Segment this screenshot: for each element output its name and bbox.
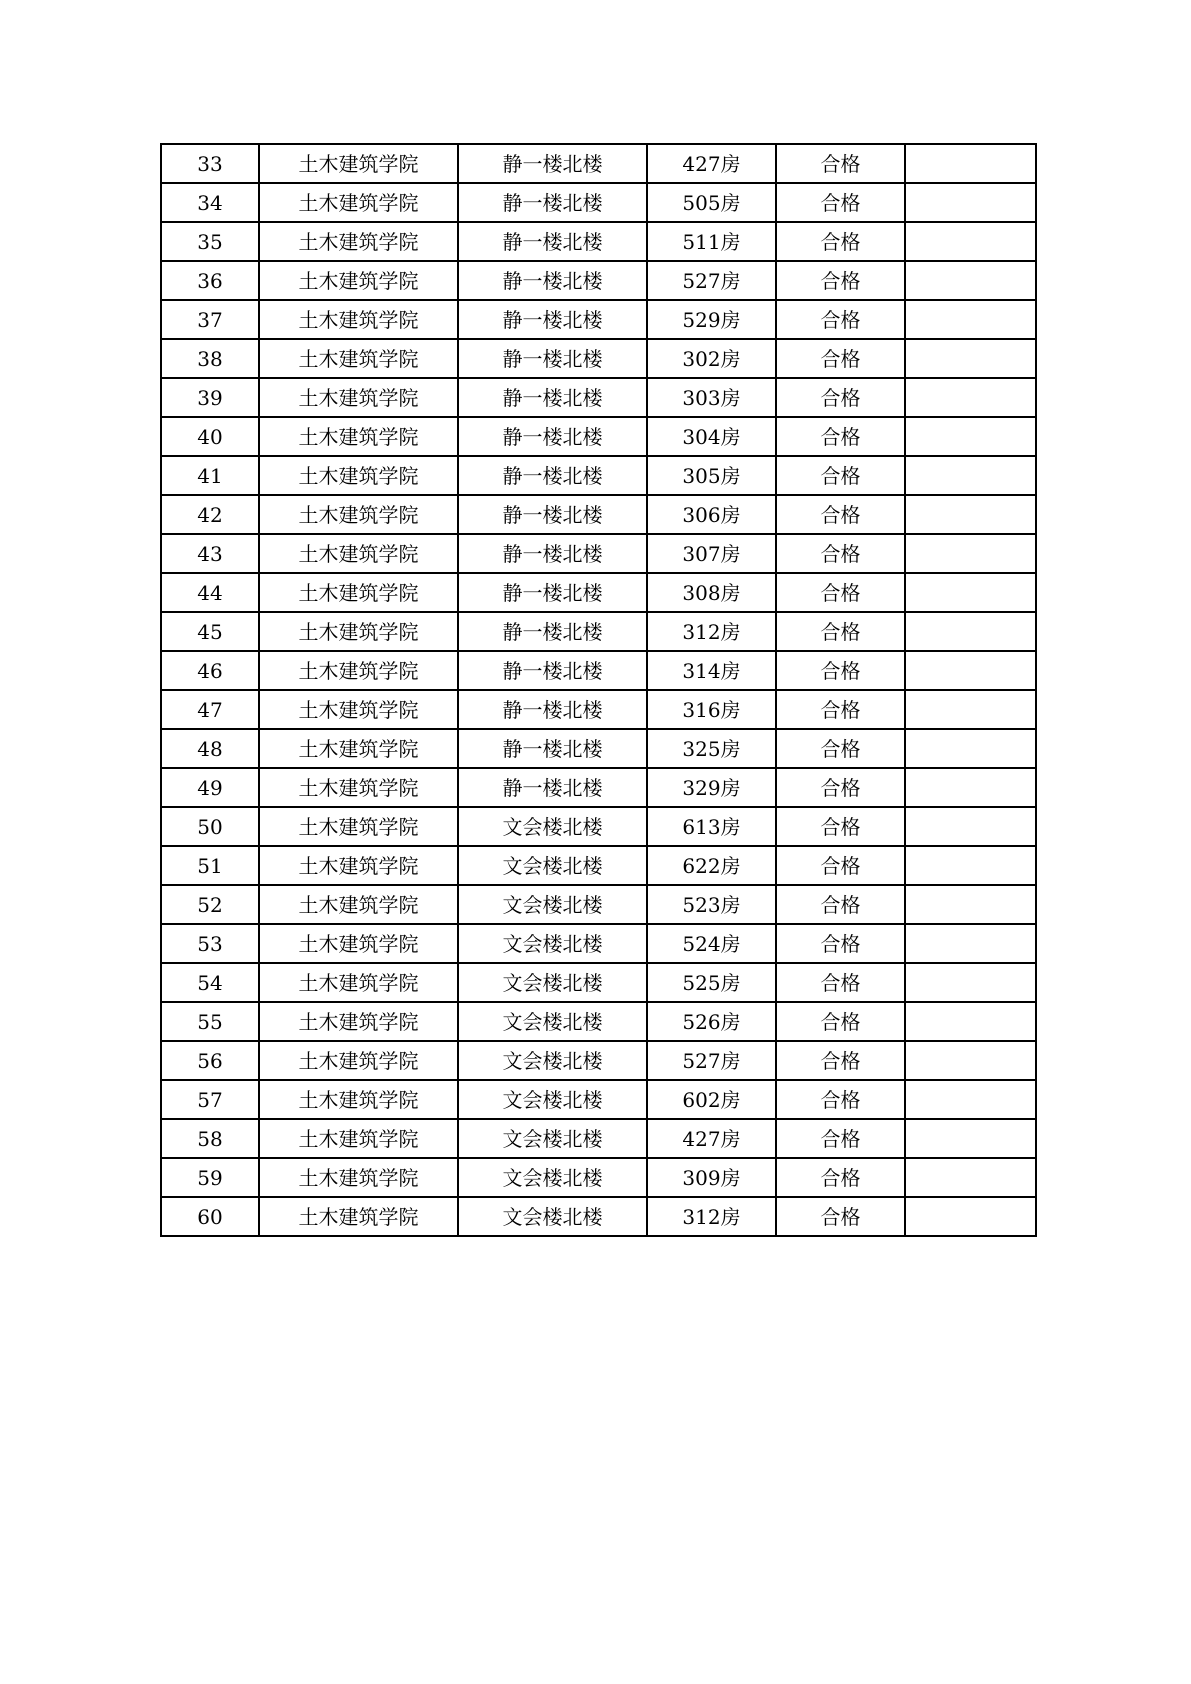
- building-cell: 静一楼北楼: [458, 456, 647, 495]
- college-cell: 土木建筑学院: [259, 846, 458, 885]
- row-number-cell: 54: [161, 963, 259, 1002]
- row-number-cell: 49: [161, 768, 259, 807]
- row-number-cell: 50: [161, 807, 259, 846]
- note-cell: [905, 690, 1036, 729]
- building-cell: 文会楼北楼: [458, 1041, 647, 1080]
- result-cell: 合格: [776, 222, 905, 261]
- result-cell: 合格: [776, 807, 905, 846]
- note-cell: [905, 144, 1036, 183]
- result-cell: 合格: [776, 339, 905, 378]
- table-row: [161, 456, 1036, 495]
- building-cell: 静一楼北楼: [458, 144, 647, 183]
- building-cell: 静一楼北楼: [458, 573, 647, 612]
- note-cell: [905, 183, 1036, 222]
- building-cell: 静一楼北楼: [458, 300, 647, 339]
- college-cell: 土木建筑学院: [259, 885, 458, 924]
- result-cell: 合格: [776, 690, 905, 729]
- row-number-cell: 43: [161, 534, 259, 573]
- result-cell: 合格: [776, 1080, 905, 1119]
- table-row: [161, 846, 1036, 885]
- college-cell: 土木建筑学院: [259, 807, 458, 846]
- building-cell: 文会楼北楼: [458, 885, 647, 924]
- note-cell: [905, 924, 1036, 963]
- college-cell: 土木建筑学院: [259, 690, 458, 729]
- room-cell: 303房: [647, 378, 776, 417]
- result-cell: 合格: [776, 885, 905, 924]
- table-row: [161, 573, 1036, 612]
- table-row: [161, 339, 1036, 378]
- college-cell: 土木建筑学院: [259, 573, 458, 612]
- building-cell: 静一楼北楼: [458, 690, 647, 729]
- table-row: [161, 1002, 1036, 1041]
- result-cell: 合格: [776, 417, 905, 456]
- building-cell: 静一楼北楼: [458, 417, 647, 456]
- building-cell: 静一楼北楼: [458, 729, 647, 768]
- room-cell: 602房: [647, 1080, 776, 1119]
- college-cell: 土木建筑学院: [259, 1041, 458, 1080]
- room-cell: 529房: [647, 300, 776, 339]
- result-cell: 合格: [776, 378, 905, 417]
- note-cell: [905, 222, 1036, 261]
- row-number-cell: 38: [161, 339, 259, 378]
- table-row: [161, 885, 1036, 924]
- building-cell: 静一楼北楼: [458, 495, 647, 534]
- table-row: [161, 1158, 1036, 1197]
- row-number-cell: 45: [161, 612, 259, 651]
- table-row: [161, 300, 1036, 339]
- note-cell: [905, 729, 1036, 768]
- result-cell: 合格: [776, 456, 905, 495]
- room-cell: 427房: [647, 1119, 776, 1158]
- result-cell: 合格: [776, 1002, 905, 1041]
- row-number-cell: 39: [161, 378, 259, 417]
- table-row: [161, 1041, 1036, 1080]
- college-cell: 土木建筑学院: [259, 729, 458, 768]
- room-cell: 525房: [647, 963, 776, 1002]
- result-cell: 合格: [776, 573, 905, 612]
- college-cell: 土木建筑学院: [259, 1002, 458, 1041]
- row-number-cell: 34: [161, 183, 259, 222]
- college-cell: 土木建筑学院: [259, 222, 458, 261]
- result-cell: 合格: [776, 144, 905, 183]
- note-cell: [905, 1080, 1036, 1119]
- note-cell: [905, 300, 1036, 339]
- row-number-cell: 47: [161, 690, 259, 729]
- college-cell: 土木建筑学院: [259, 612, 458, 651]
- room-cell: 305房: [647, 456, 776, 495]
- building-cell: 静一楼北楼: [458, 378, 647, 417]
- room-cell: 613房: [647, 807, 776, 846]
- row-number-cell: 37: [161, 300, 259, 339]
- row-number-cell: 53: [161, 924, 259, 963]
- table-row: [161, 534, 1036, 573]
- row-number-cell: 55: [161, 1002, 259, 1041]
- result-cell: 合格: [776, 183, 905, 222]
- building-cell: 文会楼北楼: [458, 924, 647, 963]
- row-number-cell: 57: [161, 1080, 259, 1119]
- row-number-cell: 59: [161, 1158, 259, 1197]
- table-row: [161, 768, 1036, 807]
- college-cell: 土木建筑学院: [259, 651, 458, 690]
- table-row: [161, 1119, 1036, 1158]
- result-cell: 合格: [776, 846, 905, 885]
- result-cell: 合格: [776, 300, 905, 339]
- row-number-cell: 51: [161, 846, 259, 885]
- building-cell: 静一楼北楼: [458, 612, 647, 651]
- room-cell: 527房: [647, 1041, 776, 1080]
- building-cell: 静一楼北楼: [458, 768, 647, 807]
- table-row: [161, 183, 1036, 222]
- note-cell: [905, 378, 1036, 417]
- building-cell: 文会楼北楼: [458, 807, 647, 846]
- note-cell: [905, 1158, 1036, 1197]
- building-cell: 静一楼北楼: [458, 261, 647, 300]
- college-cell: 土木建筑学院: [259, 417, 458, 456]
- row-number-cell: 40: [161, 417, 259, 456]
- note-cell: [905, 1197, 1036, 1236]
- building-cell: 静一楼北楼: [458, 534, 647, 573]
- college-cell: 土木建筑学院: [259, 378, 458, 417]
- room-cell: 308房: [647, 573, 776, 612]
- table-row: [161, 495, 1036, 534]
- table-row: [161, 612, 1036, 651]
- college-cell: 土木建筑学院: [259, 1119, 458, 1158]
- room-cell: 325房: [647, 729, 776, 768]
- note-cell: [905, 1002, 1036, 1041]
- note-cell: [905, 651, 1036, 690]
- result-cell: 合格: [776, 1158, 905, 1197]
- note-cell: [905, 456, 1036, 495]
- row-number-cell: 35: [161, 222, 259, 261]
- room-cell: 505房: [647, 183, 776, 222]
- room-cell: 527房: [647, 261, 776, 300]
- college-cell: 土木建筑学院: [259, 339, 458, 378]
- note-cell: [905, 573, 1036, 612]
- building-cell: 文会楼北楼: [458, 1080, 647, 1119]
- college-cell: 土木建筑学院: [259, 300, 458, 339]
- note-cell: [905, 807, 1036, 846]
- room-cell: 304房: [647, 417, 776, 456]
- result-cell: 合格: [776, 1119, 905, 1158]
- building-cell: 文会楼北楼: [458, 1119, 647, 1158]
- room-cell: 523房: [647, 885, 776, 924]
- college-cell: 土木建筑学院: [259, 924, 458, 963]
- table-row: [161, 690, 1036, 729]
- result-cell: 合格: [776, 1197, 905, 1236]
- table-row: [161, 1197, 1036, 1236]
- table-row: [161, 144, 1036, 183]
- building-cell: 静一楼北楼: [458, 222, 647, 261]
- note-cell: [905, 417, 1036, 456]
- note-cell: [905, 534, 1036, 573]
- table-row: [161, 261, 1036, 300]
- table-row: [161, 729, 1036, 768]
- result-cell: 合格: [776, 651, 905, 690]
- room-cell: 526房: [647, 1002, 776, 1041]
- table-row: [161, 651, 1036, 690]
- table-row: [161, 417, 1036, 456]
- college-cell: 土木建筑学院: [259, 1158, 458, 1197]
- table-row: [161, 1080, 1036, 1119]
- college-cell: 土木建筑学院: [259, 1197, 458, 1236]
- college-cell: 土木建筑学院: [259, 456, 458, 495]
- row-number-cell: 60: [161, 1197, 259, 1236]
- table-row: [161, 963, 1036, 1002]
- room-cell: 511房: [647, 222, 776, 261]
- room-cell: 307房: [647, 534, 776, 573]
- table-row: [161, 924, 1036, 963]
- result-cell: 合格: [776, 768, 905, 807]
- note-cell: [905, 495, 1036, 534]
- building-cell: 文会楼北楼: [458, 846, 647, 885]
- college-cell: 土木建筑学院: [259, 495, 458, 534]
- college-cell: 土木建筑学院: [259, 261, 458, 300]
- building-cell: 静一楼北楼: [458, 339, 647, 378]
- result-cell: 合格: [776, 612, 905, 651]
- building-cell: 文会楼北楼: [458, 963, 647, 1002]
- room-cell: 312房: [647, 1197, 776, 1236]
- note-cell: [905, 339, 1036, 378]
- table-row: [161, 222, 1036, 261]
- college-cell: 土木建筑学院: [259, 144, 458, 183]
- building-cell: 文会楼北楼: [458, 1158, 647, 1197]
- note-cell: [905, 846, 1036, 885]
- building-cell: 文会楼北楼: [458, 1197, 647, 1236]
- row-number-cell: 33: [161, 144, 259, 183]
- room-cell: 306房: [647, 495, 776, 534]
- table-body: [161, 144, 1036, 1236]
- note-cell: [905, 1119, 1036, 1158]
- note-cell: [905, 768, 1036, 807]
- result-cell: 合格: [776, 261, 905, 300]
- row-number-cell: 56: [161, 1041, 259, 1080]
- room-cell: 312房: [647, 612, 776, 651]
- building-cell: 文会楼北楼: [458, 1002, 647, 1041]
- room-cell: 524房: [647, 924, 776, 963]
- row-number-cell: 48: [161, 729, 259, 768]
- college-cell: 土木建筑学院: [259, 768, 458, 807]
- building-cell: 静一楼北楼: [458, 183, 647, 222]
- result-cell: 合格: [776, 924, 905, 963]
- table-row: [161, 807, 1036, 846]
- note-cell: [905, 612, 1036, 651]
- room-cell: 302房: [647, 339, 776, 378]
- row-number-cell: 42: [161, 495, 259, 534]
- room-cell: 329房: [647, 768, 776, 807]
- room-cell: 314房: [647, 651, 776, 690]
- row-number-cell: 52: [161, 885, 259, 924]
- note-cell: [905, 963, 1036, 1002]
- table-row: [161, 378, 1036, 417]
- result-cell: 合格: [776, 729, 905, 768]
- note-cell: [905, 1041, 1036, 1080]
- row-number-cell: 41: [161, 456, 259, 495]
- result-cell: 合格: [776, 1041, 905, 1080]
- inspection-table: [160, 143, 1037, 1237]
- row-number-cell: 58: [161, 1119, 259, 1158]
- room-cell: 309房: [647, 1158, 776, 1197]
- college-cell: 土木建筑学院: [259, 183, 458, 222]
- note-cell: [905, 885, 1036, 924]
- college-cell: 土木建筑学院: [259, 963, 458, 1002]
- result-cell: 合格: [776, 495, 905, 534]
- note-cell: [905, 261, 1036, 300]
- room-cell: 622房: [647, 846, 776, 885]
- college-cell: 土木建筑学院: [259, 534, 458, 573]
- result-cell: 合格: [776, 963, 905, 1002]
- row-number-cell: 44: [161, 573, 259, 612]
- row-number-cell: 46: [161, 651, 259, 690]
- room-cell: 316房: [647, 690, 776, 729]
- building-cell: 静一楼北楼: [458, 651, 647, 690]
- row-number-cell: 36: [161, 261, 259, 300]
- college-cell: 土木建筑学院: [259, 1080, 458, 1119]
- room-cell: 427房: [647, 144, 776, 183]
- result-cell: 合格: [776, 534, 905, 573]
